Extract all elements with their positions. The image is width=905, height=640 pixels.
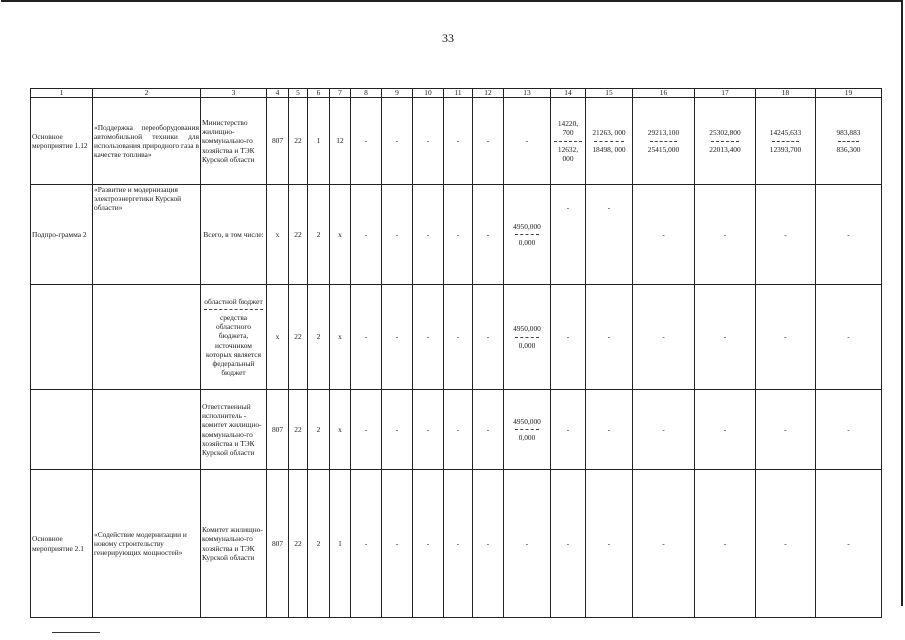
fraction-top: 4950,000	[513, 416, 541, 426]
fraction-top: 14245,633	[769, 128, 802, 138]
fraction-top: 14220, 700	[557, 119, 579, 138]
measure-title-cell	[93, 390, 201, 470]
fraction-bottom: 0,000	[518, 433, 536, 442]
grbs-code-cell: x	[267, 185, 289, 285]
value-cell: -	[586, 470, 633, 618]
fraction-top: 983,883	[836, 128, 861, 138]
value-cell: -	[551, 390, 586, 470]
pgp-code-cell: 1	[308, 98, 330, 185]
value-fraction-cell	[756, 98, 816, 185]
pgp-code-cell: 2	[308, 185, 330, 285]
fraction-top: 25302,800	[709, 128, 741, 138]
fraction-divider	[515, 429, 539, 430]
value-cell: -	[382, 98, 413, 185]
fraction	[709, 128, 740, 153]
fraction-divider	[772, 141, 799, 142]
value-cell: -	[695, 285, 756, 390]
value-cell: -	[756, 285, 816, 390]
measure-name-cell: Основное мероприятие 2.1	[31, 470, 93, 618]
value-cell: -	[473, 98, 504, 185]
gp-code-cell: 22	[289, 470, 308, 618]
table-header-row	[31, 89, 882, 98]
fraction-top: 4950,000	[513, 324, 541, 334]
footnote-divider	[52, 632, 100, 633]
fraction-bottom: 25415,000	[647, 144, 680, 154]
value-cell: -	[382, 185, 413, 285]
executor-cell: Комитет жилищно-коммунально-го хозяйства и ТЭК Курской области	[201, 470, 267, 618]
value-cell: -	[473, 185, 504, 285]
page-number: 33	[442, 31, 454, 45]
header-cell: 13	[504, 89, 551, 98]
om-code-cell: 1	[330, 470, 351, 618]
fraction-bottom: средства областного бюджета, источником которых является федеральный бюджет	[205, 313, 261, 377]
value-cell: -	[633, 470, 695, 618]
value-fraction-cell	[816, 98, 882, 185]
value-cell: -	[382, 470, 413, 618]
om-code-cell: x	[330, 185, 351, 285]
table-row	[31, 98, 882, 185]
value-fraction-cell	[504, 185, 551, 285]
measure-name-cell	[31, 390, 93, 470]
value-fraction-cell	[633, 98, 695, 185]
fraction-divider	[594, 141, 623, 142]
value-cell: -	[444, 98, 473, 185]
fraction-bottom: 836,300	[836, 144, 861, 154]
executor-cell: Министерство жилищно-коммунально-го хозяйства и ТЭК Курской области	[201, 98, 267, 185]
fraction	[648, 128, 679, 153]
measure-title-cell	[93, 285, 201, 390]
value-cell: -	[473, 285, 504, 390]
value-cell: -	[756, 390, 816, 470]
om-code-cell: 12	[330, 98, 351, 185]
value-fraction-cell	[551, 98, 586, 185]
value-cell: -	[551, 185, 586, 285]
fraction-bottom: 22013,400	[709, 144, 741, 154]
value-cell: -	[756, 185, 816, 285]
value-cell: -	[351, 285, 382, 390]
value-cell: -	[413, 98, 444, 185]
grbs-code-cell: 807	[267, 390, 289, 470]
header-cell: 18	[756, 89, 816, 98]
fraction	[592, 128, 625, 153]
fraction-divider	[515, 337, 539, 338]
fraction-bottom: 18498, 000	[592, 144, 626, 154]
fraction-bottom: 0,000	[518, 238, 536, 247]
header-cell: 5	[289, 89, 308, 98]
grbs-code-cell: x	[267, 285, 289, 390]
value-cell: -	[382, 390, 413, 470]
om-code-cell: x	[330, 285, 351, 390]
header-cell: 15	[586, 89, 633, 98]
gp-code-cell: 22	[289, 390, 308, 470]
pgp-code-cell: 2	[308, 390, 330, 470]
header-cell: 8	[351, 89, 382, 98]
grbs-code-cell: 807	[267, 470, 289, 618]
fraction-top: 4950,000	[513, 221, 541, 231]
header-cell: 7	[330, 89, 351, 98]
value-cell: -	[351, 185, 382, 285]
value-cell: -	[444, 470, 473, 618]
measure-name-cell: Подпро-грамма 2	[31, 185, 93, 285]
value-cell: -	[586, 390, 633, 470]
fraction-top: областной бюджет	[204, 297, 263, 307]
value-fraction-cell	[695, 98, 756, 185]
header-cell: 12	[473, 89, 504, 98]
header-cell: 10	[413, 89, 444, 98]
value-cell: -	[413, 185, 444, 285]
table-row	[31, 390, 882, 470]
value-cell: -	[413, 470, 444, 618]
table-row	[31, 470, 882, 618]
fraction-divider	[711, 141, 738, 142]
grbs-code-cell: 807	[267, 98, 289, 185]
table-row	[31, 185, 882, 285]
measure-title-cell: «Развитие и модернизация электроэнергетики Курской области»	[93, 185, 201, 285]
value-cell: -	[551, 285, 586, 390]
value-fraction-cell	[586, 98, 633, 185]
value-fraction-cell	[504, 390, 551, 470]
measure-title-cell: «Содействие модернизации и новому строительству генерирующих мощностей»	[93, 470, 201, 618]
fraction	[513, 324, 541, 349]
value-cell: -	[695, 185, 756, 285]
header-cell: 9	[382, 89, 413, 98]
fraction-top: 21263, 000	[592, 128, 626, 138]
value-fraction-cell	[504, 285, 551, 390]
value-cell: -	[351, 98, 382, 185]
fraction-top: 29213,100	[647, 128, 680, 138]
value-cell: -	[351, 470, 382, 618]
value-cell: -	[413, 285, 444, 390]
value-cell: -	[695, 470, 756, 618]
gp-code-cell: 22	[289, 98, 308, 185]
fraction-bottom: 12393,700	[769, 144, 802, 154]
value-cell: -	[504, 98, 551, 185]
header-cell: 16	[633, 89, 695, 98]
funding-source-cell	[201, 285, 267, 390]
measure-name-cell	[31, 285, 93, 390]
fraction	[202, 297, 265, 376]
value-cell: -	[473, 470, 504, 618]
page-frame-top	[1, 0, 901, 2]
value-cell: -	[444, 390, 473, 470]
fraction-divider	[838, 141, 858, 142]
value-cell: -	[633, 185, 695, 285]
header-cell: 4	[267, 89, 289, 98]
gp-code-cell: 22	[289, 185, 308, 285]
fraction	[513, 222, 541, 247]
gp-code-cell: 22	[289, 285, 308, 390]
header-cell: 17	[695, 89, 756, 98]
value-cell: -	[444, 185, 473, 285]
value-cell: -	[586, 285, 633, 390]
value-cell: -	[473, 390, 504, 470]
fraction	[770, 128, 801, 153]
header-cell: 3	[201, 89, 267, 98]
value-cell: -	[351, 390, 382, 470]
value-cell: -	[695, 390, 756, 470]
measure-name-cell: Основное мероприятие 1.12	[31, 98, 93, 185]
value-cell: -	[816, 470, 882, 618]
header-cell: 19	[816, 89, 882, 98]
executor-cell: Всего, в том числе:	[201, 185, 267, 285]
header-cell: 2	[93, 89, 201, 98]
fraction-divider	[204, 309, 263, 310]
fraction	[513, 417, 541, 442]
value-cell: -	[413, 390, 444, 470]
pgp-code-cell: 2	[308, 285, 330, 390]
value-cell: -	[633, 285, 695, 390]
value-cell: -	[382, 285, 413, 390]
table-row	[31, 285, 882, 390]
budget-table	[30, 88, 882, 618]
header-cell: 14	[551, 89, 586, 98]
pgp-code-cell: 2	[308, 470, 330, 618]
header-cell: 6	[308, 89, 330, 98]
value-cell: -	[586, 185, 633, 285]
header-cell: 1	[31, 89, 93, 98]
value-cell: -	[504, 470, 551, 618]
fraction	[552, 119, 584, 162]
value-cell: -	[756, 470, 816, 618]
value-cell: -	[816, 390, 882, 470]
fraction-divider	[650, 141, 677, 142]
value-cell: -	[816, 285, 882, 390]
header-cell: 11	[444, 89, 473, 98]
fraction-divider	[554, 141, 582, 142]
executor-cell: Ответственный исполнитель - комитет жилищно-коммунально-го хозяйства и ТЭК Курской области	[201, 390, 267, 470]
fraction-divider	[515, 234, 539, 235]
fraction	[836, 128, 860, 153]
fraction-bottom: 0,000	[518, 340, 536, 350]
fraction-bottom: 12632, 000	[557, 144, 579, 163]
value-cell: -	[551, 470, 586, 618]
measure-title-cell: «Поддержка переоборудования автомобильной техники для использования природного газа в качестве топлива»	[93, 98, 201, 185]
value-cell: -	[444, 285, 473, 390]
value-cell: -	[633, 390, 695, 470]
value-cell: -	[816, 185, 882, 285]
page-frame-right	[901, 0, 903, 606]
om-code-cell: x	[330, 390, 351, 470]
